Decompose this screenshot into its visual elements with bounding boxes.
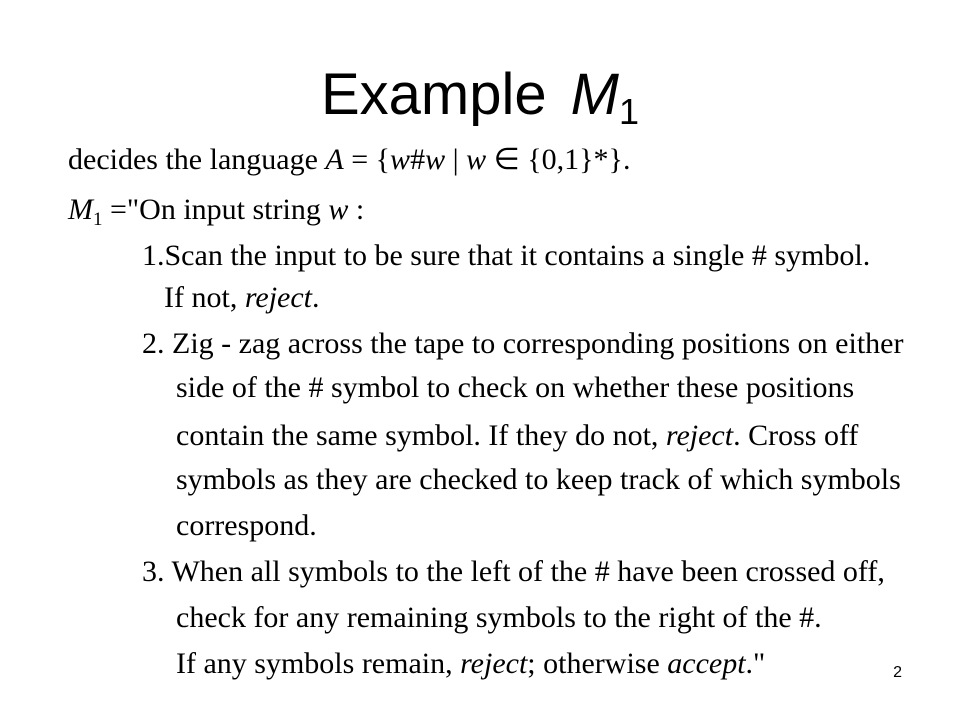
body-line xyxy=(142,554,885,590)
body-line xyxy=(164,280,320,316)
body-line xyxy=(176,508,317,544)
math-italic-text: accept xyxy=(667,647,746,680)
slide-title-subscript: 1 xyxy=(618,91,639,132)
line-text: ="On input string xyxy=(102,193,329,226)
math-italic-text: w xyxy=(466,143,487,176)
line-text: ∈ {0,1}*}. xyxy=(486,143,631,176)
slide-title-symbol-letter: M xyxy=(570,62,619,127)
subscript-text: 1 xyxy=(93,209,103,230)
body-line xyxy=(142,238,870,274)
body-line xyxy=(176,370,854,406)
line-text: ." xyxy=(745,647,766,680)
line-text: If any symbols remain, xyxy=(176,647,461,680)
math-italic-text: w xyxy=(328,193,349,226)
line-text: side of the # symbol to check on whether these positions xyxy=(176,371,855,404)
line-text: check for any remaining symbols to the right of the #. xyxy=(176,601,822,634)
line-text: symbols as they are checked to keep track of which symbols xyxy=(176,463,901,496)
line-text: 3. When all symbols to the left of the # have been crossed off, xyxy=(142,555,885,588)
body-line xyxy=(176,462,901,498)
math-italic-text: A xyxy=(325,143,344,176)
math-italic-text: reject xyxy=(244,281,313,314)
body-line xyxy=(68,192,364,238)
body-line xyxy=(142,326,903,362)
line-text: . xyxy=(312,281,320,314)
math-italic-text: reject xyxy=(665,419,734,452)
slide-title-symbol xyxy=(570,62,639,132)
line-text: correspond. xyxy=(176,509,317,542)
line-text: # xyxy=(410,143,426,176)
math-italic-text: M xyxy=(68,193,93,226)
line-text: 2. Zig - zag across the tape to corresponding positions on either xyxy=(142,327,904,360)
math-italic-text: w xyxy=(390,143,411,176)
line-text: contain the same symbol. If they do not, xyxy=(176,419,666,452)
line-text: : xyxy=(348,193,365,226)
body-line xyxy=(176,646,765,682)
body-line xyxy=(68,142,630,178)
line-text: . Cross off xyxy=(733,419,859,452)
body-line xyxy=(176,418,858,454)
line-text: 1.Scan the input to be sure that it contains a single # symbol. xyxy=(142,239,871,272)
body-line xyxy=(176,600,822,636)
math-italic-text: reject xyxy=(460,647,528,680)
line-text: ; otherwise xyxy=(527,647,668,680)
slide-title-text: Example xyxy=(320,62,547,127)
slide-title xyxy=(0,60,960,147)
page-number: 2 xyxy=(893,664,902,681)
line-text: = { xyxy=(343,143,391,176)
line-text: If not, xyxy=(164,281,245,314)
line-text: | xyxy=(445,143,467,176)
line-text: decides the language xyxy=(68,143,326,176)
math-italic-text: w xyxy=(425,143,446,176)
